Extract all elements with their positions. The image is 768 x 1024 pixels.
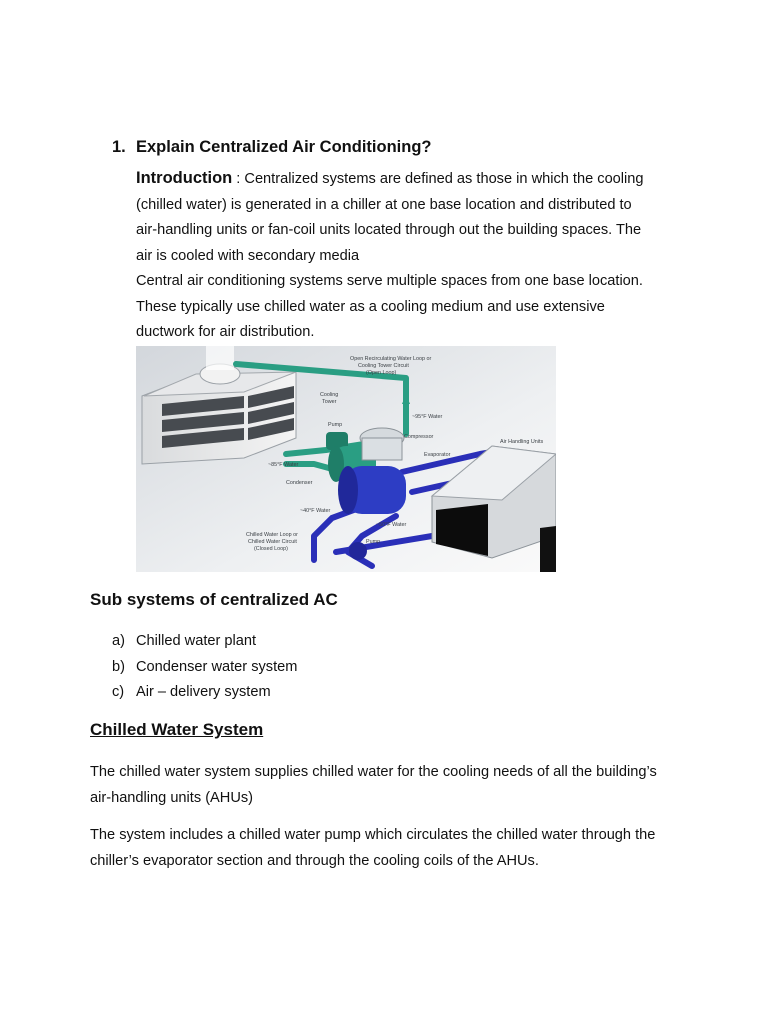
closed-loop-label-line1: Chilled Water Loop or — [246, 532, 298, 538]
top-pump-label: Pump — [328, 422, 343, 428]
list-marker: b) — [112, 658, 125, 675]
air-handling-units-label: Air Handling Units — [500, 439, 544, 445]
list-text: Air – delivery system — [136, 684, 271, 700]
open-loop-label-line3: (Open Loop) — [366, 370, 397, 376]
introduction — [136, 166, 656, 346]
water-95-label: ~95°F Water — [412, 414, 443, 420]
question-number: 1. — [112, 138, 126, 156]
intro-paragraph-2: Central air conditioning systems serve multiple spaces from one base location. These typically use chilled water as a cooling medium and use extensive ductwork for air distribution. — [136, 273, 643, 340]
bottom-pump-label: Pump — [366, 539, 381, 545]
list-marker: a) — [112, 633, 125, 649]
chilled-water-paragraph-1: The chilled water system supplies chilled water for the cooling needs of all the building’s air-handling units (AHUs) — [90, 764, 657, 806]
chilled-water-paragraph-2: The system includes a chilled water pump which circulates the chilled water through the chiller’s evaporator section and through the cooling coils of the AHUs. — [90, 827, 656, 869]
list-item — [112, 629, 297, 655]
water-85-label: ~85°F Water — [268, 462, 299, 468]
list-item — [112, 655, 297, 681]
closed-loop-label-line3: (Closed Loop) — [254, 546, 288, 552]
intro-label: Introduction — [136, 169, 233, 187]
condenser-label: Condenser — [286, 480, 313, 486]
water-40-label: ~40°F Water — [300, 508, 331, 514]
open-loop-label-line1: Open Recirculating Water Loop or — [350, 356, 432, 362]
list-item — [112, 680, 297, 706]
central-ac-diagram — [136, 346, 556, 572]
water-50-label: ~50°F Water — [376, 522, 407, 528]
open-loop-label-line2: Cooling Tower Circuit — [358, 363, 409, 369]
cooling-tower-label-line1: Cooling — [320, 392, 339, 398]
list-marker: c) — [112, 684, 125, 700]
evaporator-graphic — [338, 466, 406, 514]
intro-paragraph-1 — [136, 166, 656, 269]
cooling-tower-label-line2: Tower — [322, 399, 337, 405]
chilled-water-heading: Chilled Water System — [90, 720, 264, 739]
intro-text-1: Centralized systems are defined as those in which the cooling (chilled water) is generated in a chiller at one base location and distributed to air-handling units or fan-coil units located through out the building spaces. The air is cooled with secondary media — [136, 171, 644, 264]
compressor-label: Compressor — [404, 434, 434, 440]
list-text: Condenser water system — [136, 658, 298, 675]
subsystems-heading: Sub systems of centralized AC — [90, 590, 338, 609]
closed-loop-label-line2: Chilled Water Circuit — [248, 539, 297, 545]
subsystems-list — [112, 629, 297, 706]
compressor-graphic — [360, 428, 404, 460]
bottom-pump-graphic — [349, 542, 367, 560]
evaporator-label: Evaporator — [424, 452, 451, 458]
list-text: Chilled water plant — [136, 633, 257, 649]
question-title: Explain Centralized Air Conditioning? — [136, 138, 432, 156]
intro-separator: : — [232, 171, 245, 187]
